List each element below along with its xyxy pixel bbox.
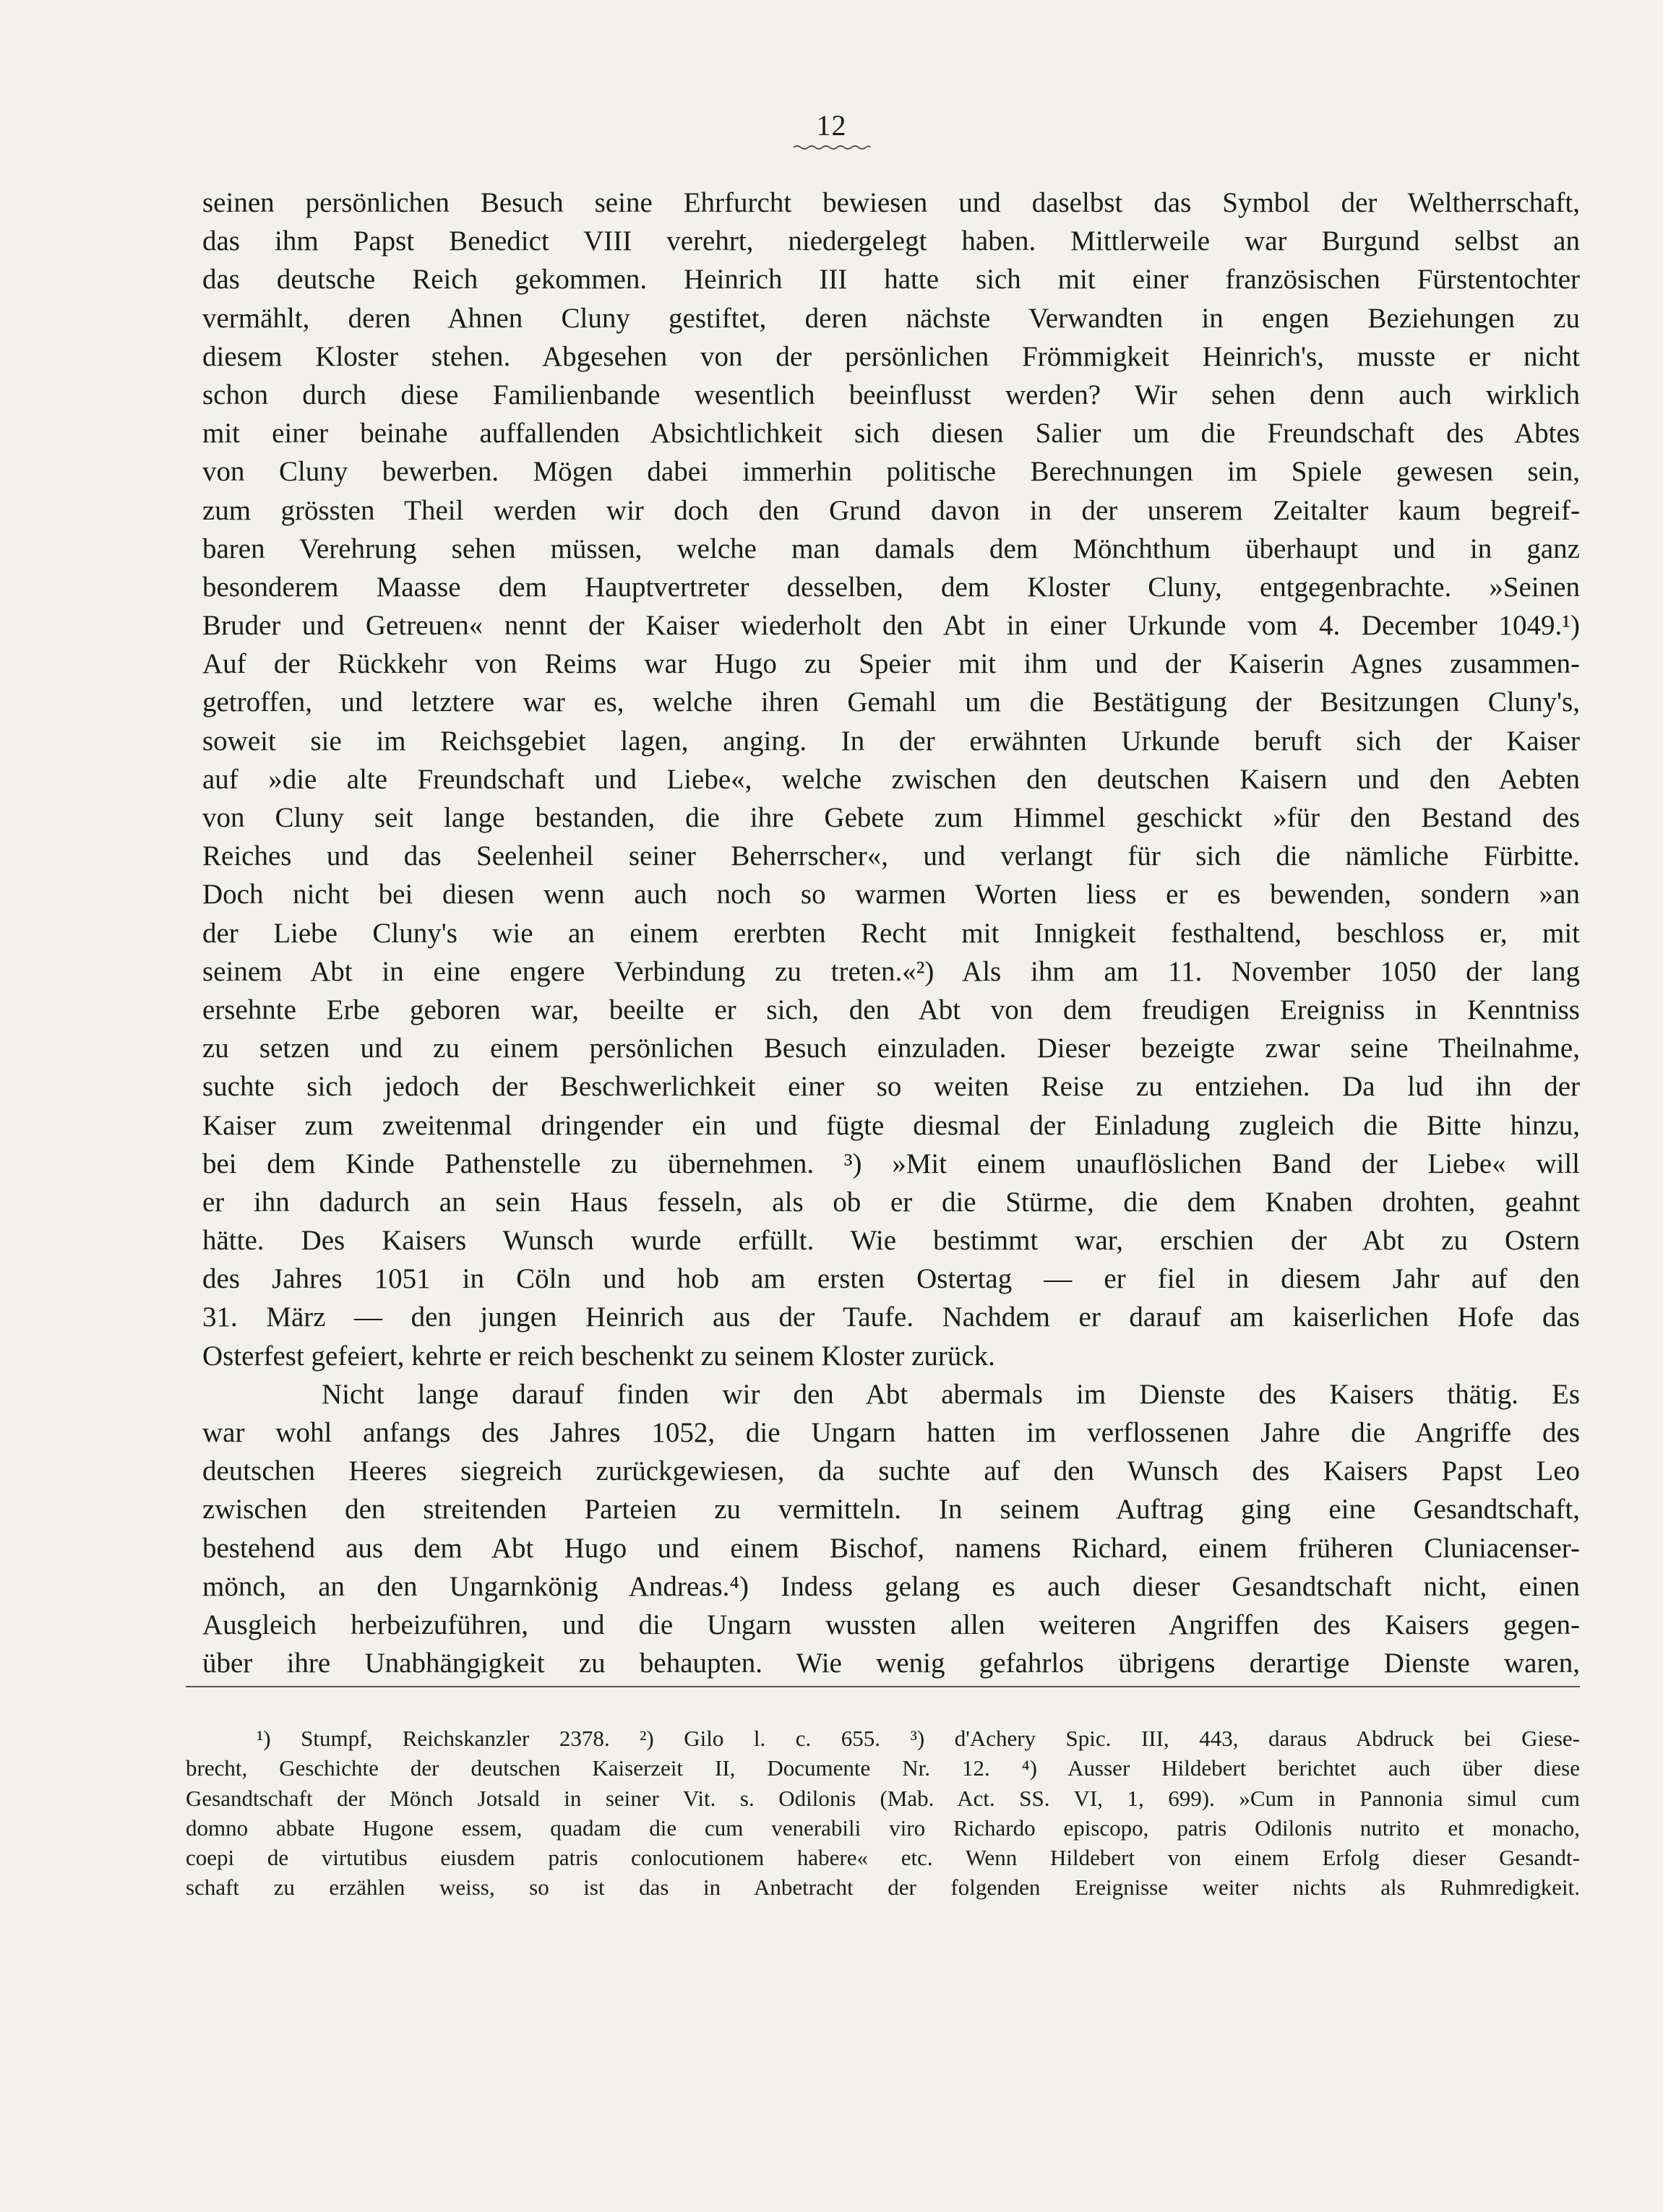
text-line: zwischen den streitenden Parteien zu vermitteln. In seinem Auftrag ging eine Gesandtschaft, [202,1494,1580,1525]
text-line: Ausgleich herbeizuführen, und die Ungarn wussten allen weiteren Angriffen des Kaisers gegen- [202,1609,1580,1640]
text-line-paragraph-end: Osterfest gefeiert, kehrte er reich beschenkt zu seinem Kloster zurück. [202,1340,995,1372]
text-line: Kaiser zum zweitenmal dringender ein und fügte diesmal der Einladung zugleich die Bitte hinzu, [202,1109,1580,1141]
text-line: der Liebe Cluny's wie an einem ererbten Recht mit Innigkeit festhaltend, beschloss er, mit [202,917,1580,949]
text-line: seinen persönlichen Besuch seine Ehrfurcht bewiesen und daselbst das Symbol der Weltherrschaft, [202,187,1580,218]
text-line: 31. März — den jungen Heinrich aus der Taufe. Nachdem er darauf am kaiserlichen Hofe das [202,1301,1580,1333]
text-line: des Jahres 1051 in Cöln und hob am ersten Ostertag — er fiel in diesem Jahr auf den [202,1263,1580,1295]
text-line: von Cluny seit lange bestanden, die ihre Gebete zum Himmel geschickt »für den Bestand des [202,802,1580,833]
main-text [202,184,1580,1682]
text-line: Auf der Rückkehr von Reims war Hugo zu Speier mit ihm und der Kaiserin Agnes zusammen- [202,648,1580,680]
text-line: mönch, an den Ungarnkönig Andreas.⁴) Indess gelang es auch dieser Gesandtschaft nicht, einen [202,1570,1580,1602]
text-line: soweit sie im Reichsgebiet lagen, anging. In der erwähnten Urkunde beruft sich der Kaiser [202,725,1580,757]
footnote-separator [186,1686,1580,1687]
text-line: Reiches und das Seelenheil seiner Beherrscher«, und verlangt für sich die nämliche Fürbitte. [202,840,1580,872]
page-header [0,108,1663,151]
wavy-rule-ornament [792,144,872,151]
text-line: vermählt, deren Ahnen Cluny gestiftet, deren nächste Verwandten in engen Beziehungen zu [202,302,1580,334]
text-line: suchte sich jedoch der Beschwerlichkeit einer so weiten Reise zu entziehen. Da lud ihn der [202,1071,1580,1103]
text-line: zu setzen und zu einem persönlichen Besuch einzuladen. Dieser bezeigte zwar seine Theilnahme, [202,1033,1580,1064]
footnote-line: Gesandtschaft der Mönch Jotsald in seiner Vit. s. Odilonis (Mab. Act. SS. VI, 1, 699). »Cum in Pannonia simul cum [186,1785,1580,1811]
footnote-line: domno abbate Hugone essem, quadam die cum venerabili viro Richardo episcopo, patris Odilonis nutrito et monacho, [186,1815,1580,1841]
text-line: seinem Abt in eine engere Verbindung zu treten.«²) Als ihm am 11. November 1050 der lang [202,955,1580,987]
text-line: über ihre Unabhängigkeit zu behaupten. Wie wenig gefahrlos übrigens derartige Dienste waren, [202,1648,1580,1679]
page-number: 12 [816,109,847,142]
footnote-line: schaft zu erzählen weiss, so ist das in Anbetracht der folgenden Ereignisse weiter nichts als Ruhmredigkeit. [186,1875,1580,1901]
footnote-line: ¹) Stumpf, Reichskanzler 2378. ²) Gilo l. c. 655. ³) d'Achery Spic. III, 443, daraus Abdruck bei Giese- [257,1726,1580,1751]
text-line: deutschen Heeres siegreich zurückgewiesen, da suchte auf den Wunsch des Kaisers Papst Leo [202,1455,1580,1487]
text-line: er ihn dadurch an sein Haus fesseln, als ob er die Stürme, die dem Knaben drohten, geahnt [202,1186,1580,1218]
text-line: bei dem Kinde Pathenstelle zu übernehmen. ³) »Mit einem unauflöslichen Band der Liebe« will [202,1148,1580,1179]
text-line: war wohl anfangs des Jahres 1052, die Ungarn hatten im verflossenen Jahre die Angriffe des [202,1417,1580,1448]
text-line: baren Verehrung sehen müssen, welche man damals dem Mönchthum überhaupt und in ganz [202,533,1580,564]
text-line: von Cluny bewerben. Mögen dabei immerhin politische Berechnungen im Spiele gewesen sein, [202,456,1580,488]
text-line: schon durch diese Familienbande wesentlich beeinflusst werden? Wir sehen denn auch wirklich [202,379,1580,410]
text-line: Bruder und Getreuen« nennt der Kaiser wiederholt den Abt in einer Urkunde vom 4. December 1049.¹) [202,610,1580,642]
text-line: mit einer beinahe auffallenden Absichtlichkeit sich diesen Salier um die Freundschaft des Abtes [202,418,1580,449]
text-line: diesem Kloster stehen. Abgesehen von der persönlichen Frömmigkeit Heinrich's, musste er nicht [202,340,1580,372]
text-line-paragraph-start: Nicht lange darauf finden wir den Abt abermals im Dienste des Kaisers thätig. Es [322,1378,1580,1410]
text-line: ersehnte Erbe geboren war, beeilte er sich, den Abt von dem freudigen Ereigniss in Kenntniss [202,994,1580,1025]
text-line: auf »die alte Freundschaft und Liebe«, welche zwischen den deutschen Kaisern und den Aebten [202,763,1580,795]
text-line: bestehend aus dem Abt Hugo und einem Bischof, namens Richard, einem früheren Cluniacenser- [202,1532,1580,1564]
text-line: getroffen, und letztere war es, welche ihren Gemahl um die Bestätigung der Besitzungen Cluny's, [202,687,1580,718]
text-line: besonderem Maasse dem Hauptvertreter desselben, dem Kloster Cluny, entgegenbrachte. »Seinen [202,571,1580,603]
footnotes [186,1723,1580,1903]
footnote-line: coepi de virtutibus eiusdem patris conlocutionem habere« etc. Wenn Hildebert von einem Erfolg dieser Gesandt- [186,1845,1580,1871]
text-line: das ihm Papst Benedict VIII verehrt, niedergelegt haben. Mittlerweile war Burgund selbst an [202,225,1580,257]
text-line: Doch nicht bei diesen wenn auch noch so warmen Worten liess er es bewenden, sondern »an [202,879,1580,911]
text-line: das deutsche Reich gekommen. Heinrich III hatte sich mit einer französischen Fürstentochter [202,264,1580,296]
text-line: hätte. Des Kaisers Wunsch wurde erfüllt. Wie bestimmt war, erschien der Abt zu Ostern [202,1225,1580,1257]
text-line: zum grössten Theil werden wir doch den Grund davon in der unserem Zeitalter kaum begreif- [202,494,1580,526]
footnote-line: brecht, Geschichte der deutschen Kaiserzeit II, Documente Nr. 12. ⁴) Ausser Hildebert berichtet auch über diese [186,1755,1580,1781]
